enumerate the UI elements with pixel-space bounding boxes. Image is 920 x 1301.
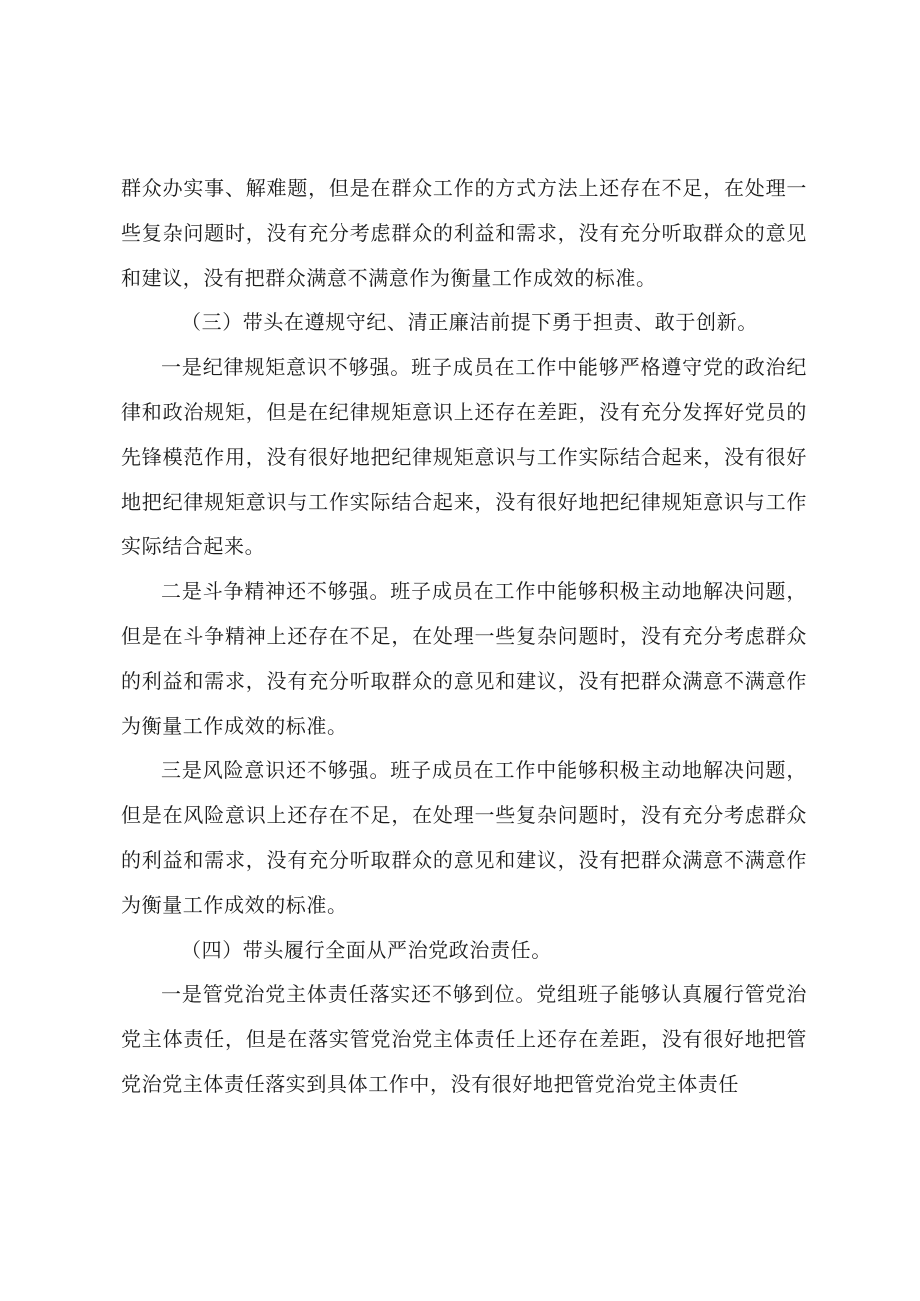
paragraph-struggle-spirit: 二是斗争精神还不够强。班子成员在工作中能够积极主动地解决问题，但是在斗争精神上还存在不足，在处理一些复杂问题时，没有充分考虑群众的利益和需求，没有充分听取群众的意见和建议，没有把群众满意不满意作为衡量工作成效的标准。 (121, 579, 807, 738)
paragraph-continued: 群众办实事、解难题，但是在群众工作的方式方法上还存在不足，在处理一些复杂问题时，没有充分考虑群众的利益和需求，没有充分听取群众的意见和建议，没有把群众满意不满意作为衡量工作成效的标准。 (121, 176, 807, 290)
section-heading-4: （四）带头履行全面从严治党政治责任。 (181, 937, 552, 962)
document-body (121, 166, 807, 1107)
paragraph-risk-awareness: 三是风险意识还不够强。班子成员在工作中能够积极主动地解决问题，但是在风险意识上还存在不足，在处理一些复杂问题时，没有充分考虑群众的利益和需求，没有充分听取群众的意见和建议，没有把群众满意不满意作为衡量工作成效的标准。 (121, 758, 807, 917)
paragraph-party-responsibility: 一是管党治党主体责任落实还不够到位。党组班子能够认真履行管党治党主体责任，但是在落实管党治党主体责任上还存在差距，没有很好地把管党治党主体责任落实到具体工作中，没有很好地把管党治党主体责任 (121, 982, 807, 1096)
paragraph-discipline: 一是纪律规矩意识不够强。班子成员在工作中能够严格遵守党的政治纪律和政治规矩，但是在纪律规矩意识上还存在差距，没有充分发挥好党员的先锋模范作用，没有很好地把纪律规矩意识与工作实际结合起来，没有很好地把纪律规矩意识与工作实际结合起来，没有很好地把纪律规矩意识与工作实际结合起来。 (121, 355, 807, 559)
section-heading-3: （三）带头在遵规守纪、清正廉洁前提下勇于担责、敢于创新。 (181, 310, 758, 335)
